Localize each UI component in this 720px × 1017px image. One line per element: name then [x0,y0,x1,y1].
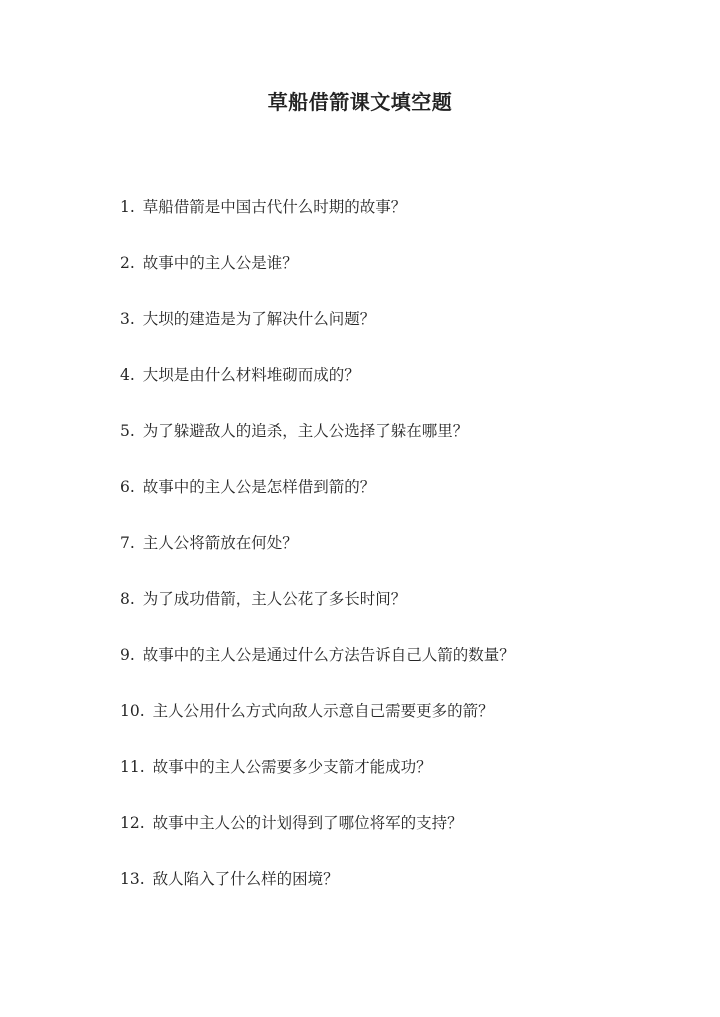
question-item [120,698,640,754]
question-item [120,474,640,530]
question-number: 3. [120,310,135,328]
question-number: 8. [120,590,135,608]
question-number: 1. [120,198,135,216]
question-item [120,530,640,586]
question-text: 故事中主人公的计划得到了哪位将军的支持？ [152,814,463,832]
question-number: 5. [120,422,135,440]
question-text: 故事中的主人公是怎样借到箭的？ [142,478,376,496]
question-number: 12. [120,814,145,832]
question-item [120,866,640,922]
question-text: 为了躲避敌人的追杀，主人公选择了躲在哪里？ [142,422,469,440]
question-number: 4. [120,366,135,384]
question-number: 10. [120,702,145,720]
question-number: 2. [120,254,135,272]
question-number: 13. [120,870,145,888]
question-item [120,642,640,698]
question-item [120,194,640,250]
question-item [120,418,640,474]
question-text: 大坝的建造是为了解决什么问题？ [142,310,376,328]
question-item [120,810,640,866]
question-list [120,194,640,922]
question-text: 故事中的主人公是通过什么方法告诉自己人箭的数量？ [142,646,515,664]
question-text: 敌人陷入了什么样的困境？ [152,870,339,888]
question-text: 草船借箭是中国古代什么时期的故事？ [142,198,407,216]
question-text: 主人公用什么方式向敌人示意自己需要更多的箭？ [152,702,494,720]
question-text: 故事中的主人公是谁？ [142,254,298,272]
question-number: 9. [120,646,135,664]
question-text: 故事中的主人公需要多少支箭才能成功？ [152,758,432,776]
question-number: 11. [120,758,145,776]
question-item [120,250,640,306]
question-item [120,306,640,362]
question-number: 7. [120,534,135,552]
question-number: 6. [120,478,135,496]
question-item [120,754,640,810]
question-text: 大坝是由什么材料堆砌而成的？ [142,366,360,384]
document-title: 草船借箭课文填空题 [267,90,453,114]
question-text: 为了成功借箭，主人公花了多长时间？ [142,590,407,608]
question-text: 主人公将箭放在何处？ [142,534,298,552]
question-item [120,586,640,642]
question-item [120,362,640,418]
